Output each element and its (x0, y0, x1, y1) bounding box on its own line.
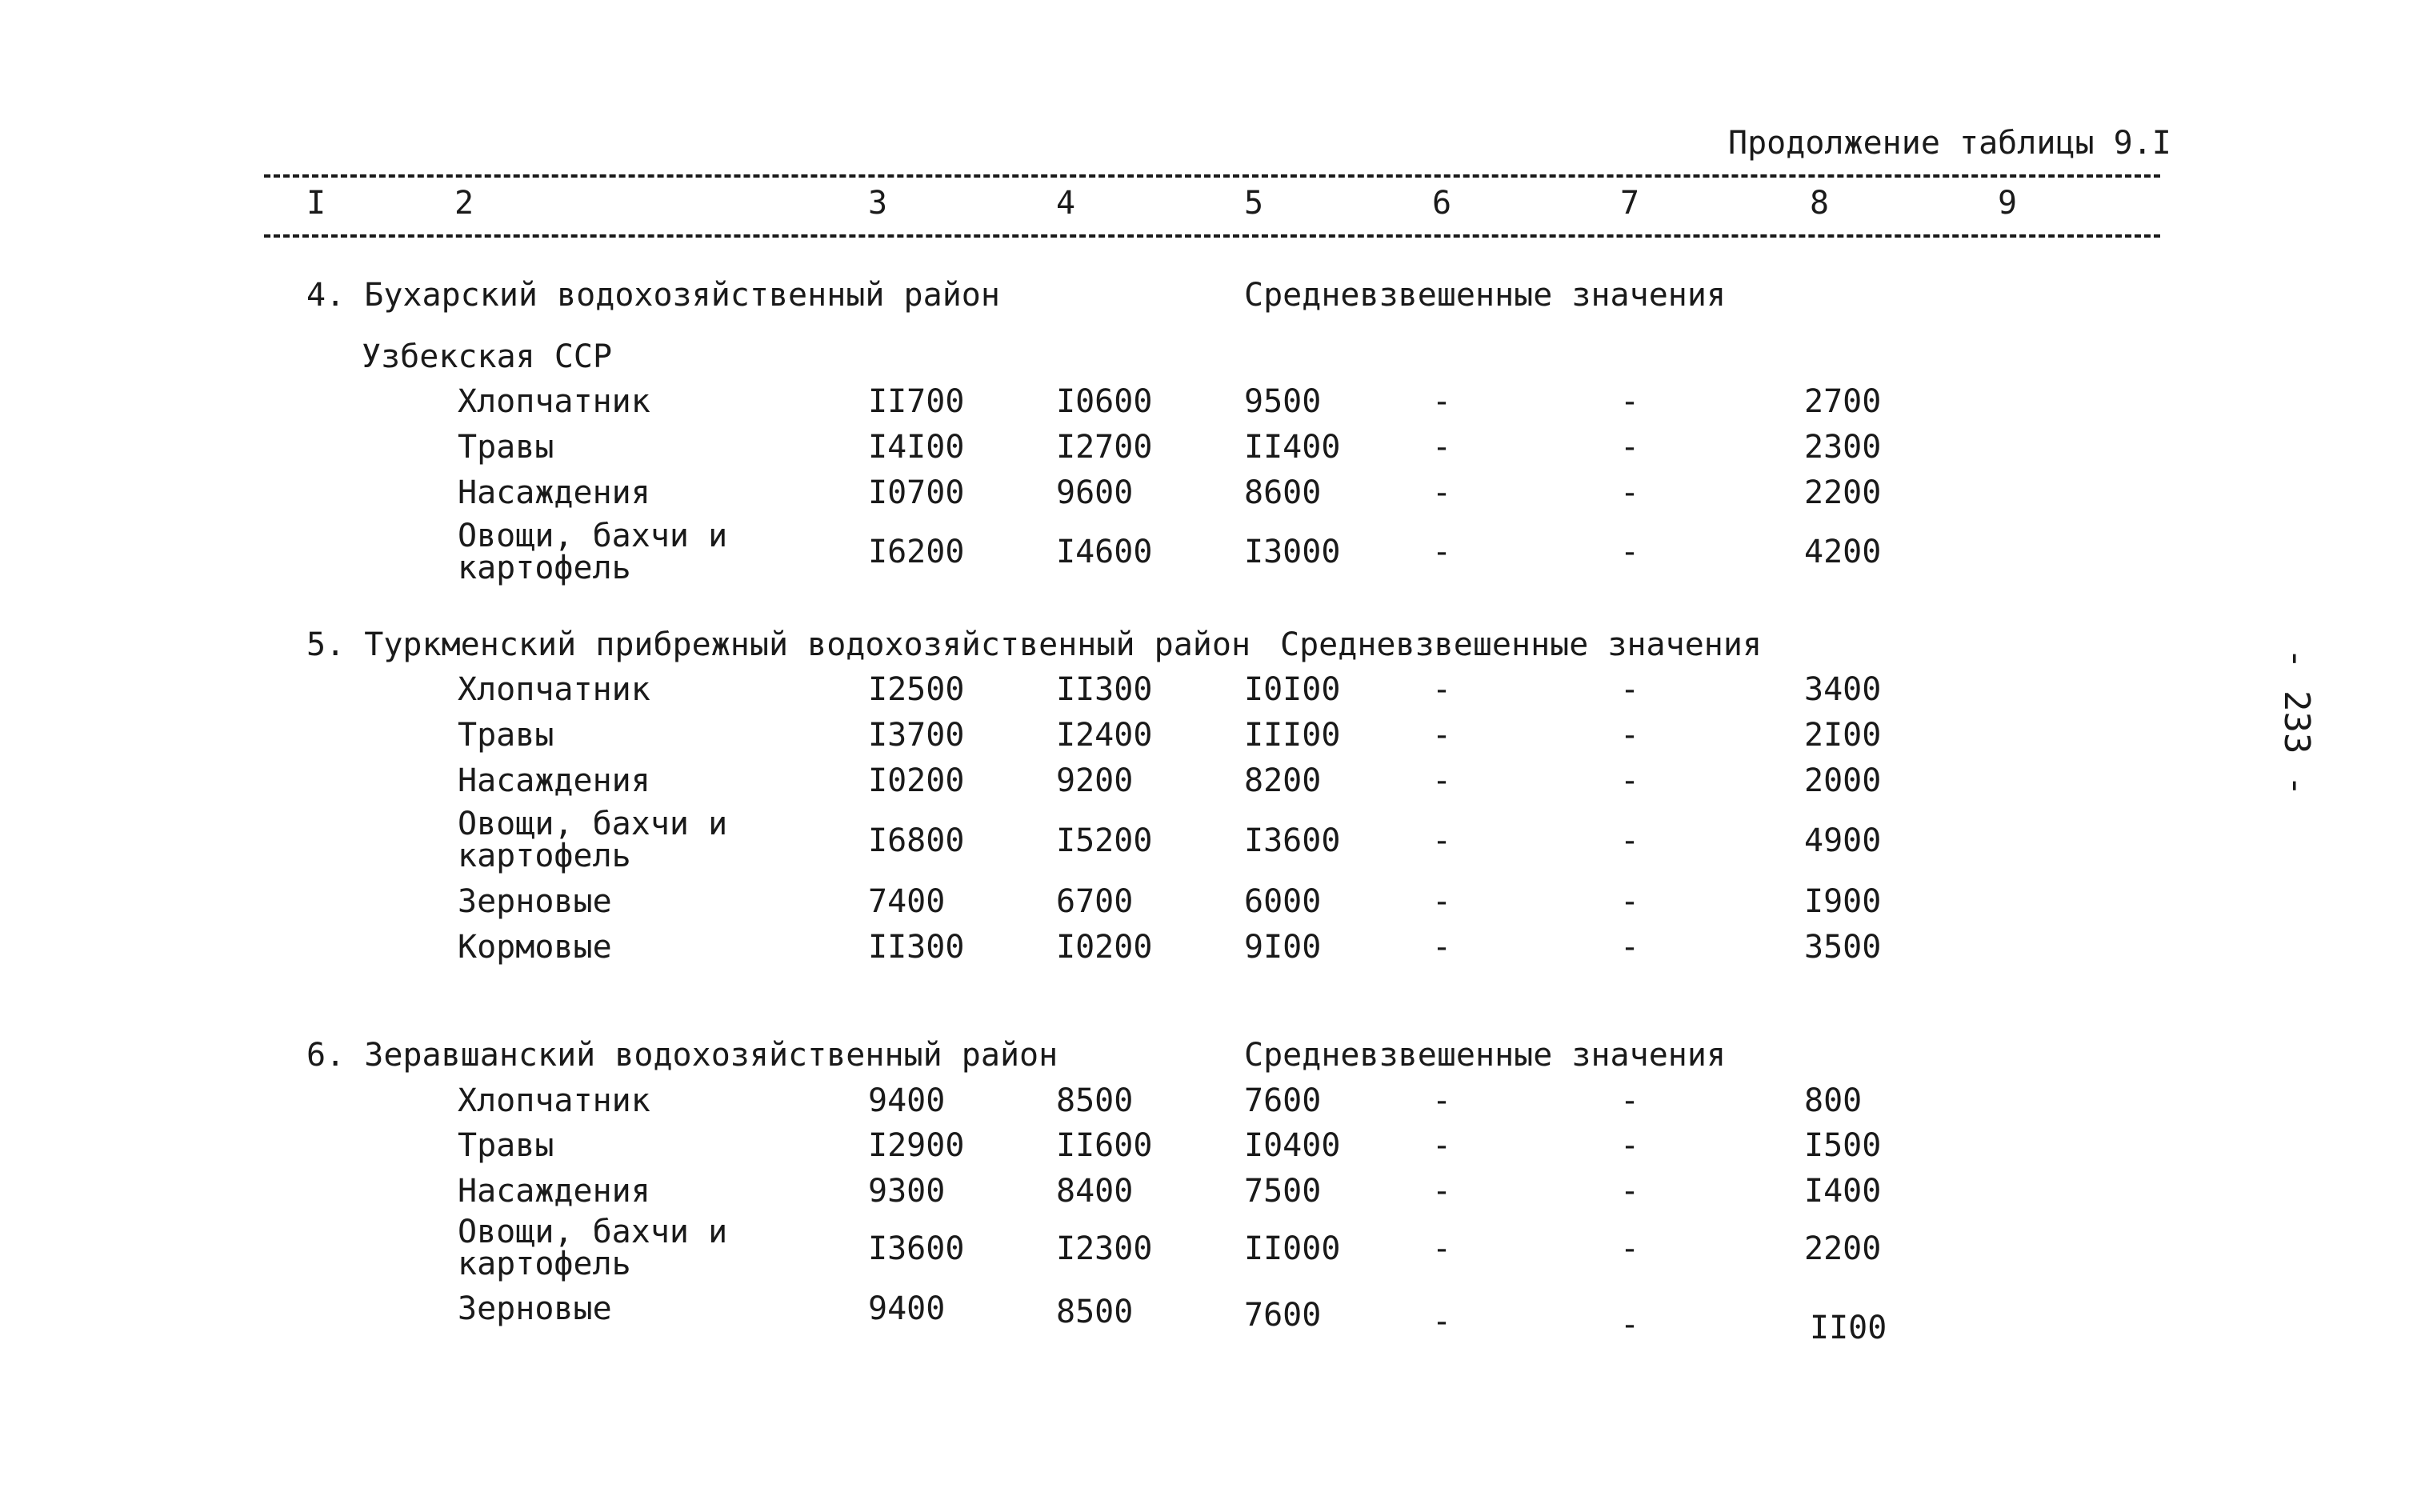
value-col-8: 2700 (1804, 383, 1882, 420)
value-col-8: 2I00 (1804, 717, 1882, 754)
crop-name: Хлопчатник (458, 383, 650, 420)
value-col-6: - (1432, 383, 1452, 420)
crop-name: Овощи, бахчи и картофель (458, 1214, 728, 1282)
value-col-5: 6000 (1244, 883, 1322, 920)
value-col-4: II300 (1056, 671, 1153, 708)
value-col-7: - (1620, 1082, 1640, 1119)
value-col-3: I4I00 (868, 429, 965, 466)
crop-name: Травы (458, 1127, 554, 1164)
value-col-4: II600 (1056, 1127, 1153, 1164)
column-header: 8 (1810, 185, 1830, 222)
value-col-7: - (1620, 429, 1640, 466)
crop-name: Зерновые (458, 883, 612, 920)
value-col-5: I0400 (1244, 1127, 1341, 1164)
value-col-3: I6200 (868, 534, 965, 570)
value-col-7: - (1620, 822, 1640, 859)
value-col-5: III00 (1244, 717, 1341, 754)
value-col-3: I3700 (868, 717, 965, 754)
value-col-3: I0200 (868, 762, 965, 799)
value-col-7: - (1620, 383, 1640, 420)
value-col-8: I400 (1804, 1173, 1882, 1210)
value-col-4: I2400 (1056, 717, 1153, 754)
value-col-8: 4900 (1804, 822, 1882, 859)
value-col-4: 8500 (1056, 1294, 1134, 1330)
value-col-3: I3600 (868, 1230, 965, 1267)
section-note: Средневзвешенные значения (1244, 277, 1727, 314)
value-col-4: I0600 (1056, 383, 1153, 420)
value-col-3: II700 (868, 383, 965, 420)
crop-name: Хлопчатник (458, 1082, 650, 1119)
value-col-4: I2700 (1056, 429, 1153, 466)
value-col-7: - (1620, 671, 1640, 708)
value-col-5: 9I00 (1244, 929, 1322, 966)
value-col-5: II000 (1244, 1230, 1341, 1267)
value-col-3: I0700 (868, 474, 965, 511)
section-heading: 6. Зеравшанский водохозяйственный район (306, 1037, 1058, 1074)
value-col-5: 7600 (1244, 1297, 1322, 1334)
value-col-4: I2300 (1056, 1230, 1153, 1267)
value-col-8: 4200 (1804, 534, 1882, 570)
value-col-7: - (1620, 1127, 1640, 1164)
value-col-4: 9600 (1056, 474, 1134, 511)
value-col-4: I5200 (1056, 822, 1153, 859)
value-col-7: - (1620, 929, 1640, 966)
crop-name: Овощи, бахчи и картофель (458, 518, 728, 586)
value-col-6: - (1432, 822, 1452, 859)
value-col-6: - (1432, 762, 1452, 799)
column-header: 4 (1056, 185, 1076, 222)
value-col-8: 800 (1804, 1082, 1863, 1119)
column-header: 3 (868, 185, 888, 222)
value-col-5: I3600 (1244, 822, 1341, 859)
value-col-3: I2900 (868, 1127, 965, 1164)
column-header: 7 (1620, 185, 1640, 222)
crop-name: Зерновые (458, 1290, 612, 1327)
section-heading: 4. Бухарский водохозяйственный район (306, 277, 1000, 314)
value-col-7: - (1620, 762, 1640, 799)
crop-name: Травы (458, 717, 554, 754)
value-col-8: 3500 (1804, 929, 1882, 966)
header-rule-top (264, 174, 2160, 178)
header-rule-bottom (264, 234, 2160, 238)
value-col-8: 2300 (1804, 429, 1882, 466)
value-col-5: 9500 (1244, 383, 1322, 420)
value-col-8: I900 (1804, 883, 1882, 920)
value-col-3: I6800 (868, 822, 965, 859)
value-col-7: - (1620, 1230, 1640, 1267)
value-col-6: - (1432, 1303, 1452, 1340)
section-note: Средневзвешенные значения (1244, 1037, 1727, 1074)
section-heading: 5. Туркменский прибрежный водохозяйственный район (306, 626, 1251, 663)
value-col-8: 2200 (1804, 474, 1882, 511)
value-col-5: I3000 (1244, 534, 1341, 570)
value-col-4: I0200 (1056, 929, 1153, 966)
value-col-7: - (1620, 1306, 1640, 1343)
value-col-7: - (1620, 1173, 1640, 1210)
crop-name: Хлопчатник (458, 671, 650, 708)
value-col-4: 8400 (1056, 1173, 1134, 1210)
value-col-5: 8200 (1244, 762, 1322, 799)
value-col-4: 8500 (1056, 1082, 1134, 1119)
value-col-6: - (1432, 1230, 1452, 1267)
value-col-3: 9400 (868, 1082, 946, 1119)
value-col-6: - (1432, 429, 1452, 466)
page-title: Продолжение таблицы 9.I (1728, 125, 2171, 162)
value-col-8: 3400 (1804, 671, 1882, 708)
value-col-7: - (1620, 883, 1640, 920)
value-col-5: II400 (1244, 429, 1341, 466)
column-header: 2 (454, 185, 474, 222)
value-col-3: I2500 (868, 671, 965, 708)
value-col-4: 6700 (1056, 883, 1134, 920)
crop-name: Насаждения (458, 474, 650, 511)
value-col-7: - (1620, 534, 1640, 570)
value-col-8: I500 (1804, 1127, 1882, 1164)
value-col-7: - (1620, 474, 1640, 511)
value-col-6: - (1432, 883, 1452, 920)
section-subheading: Узбекская ССР (362, 338, 613, 375)
value-col-5: 8600 (1244, 474, 1322, 511)
value-col-4: 9200 (1056, 762, 1134, 799)
crop-name: Насаждения (458, 762, 650, 799)
value-col-5: I0I00 (1244, 671, 1341, 708)
column-header: 5 (1244, 185, 1264, 222)
crop-name: Кормовые (458, 929, 612, 966)
value-col-3: 7400 (868, 883, 946, 920)
column-header: 9 (1998, 185, 2018, 222)
value-col-8: 2200 (1804, 1230, 1882, 1267)
value-col-6: - (1432, 534, 1452, 570)
value-col-6: - (1432, 671, 1452, 708)
section-note: Средневзвешенные значения (1280, 626, 1763, 663)
page-number: - 233 - (2276, 648, 2317, 797)
value-col-3: II300 (868, 929, 965, 966)
value-col-6: - (1432, 1173, 1452, 1210)
column-header: I (306, 185, 326, 222)
value-col-3: 9400 (868, 1290, 946, 1327)
value-col-5: 7500 (1244, 1173, 1322, 1210)
crop-name: Насаждения (458, 1173, 650, 1210)
value-col-7: - (1620, 717, 1640, 754)
crop-name: Травы (458, 429, 554, 466)
value-col-6: - (1432, 929, 1452, 966)
value-col-3: 9300 (868, 1173, 946, 1210)
value-col-6: - (1432, 474, 1452, 511)
value-col-5: 7600 (1244, 1082, 1322, 1119)
column-header: 6 (1432, 185, 1452, 222)
value-col-8: 2000 (1804, 762, 1882, 799)
value-col-8: II00 (1810, 1310, 1887, 1346)
value-col-6: - (1432, 717, 1452, 754)
value-col-4: I4600 (1056, 534, 1153, 570)
crop-name: Овощи, бахчи и картофель (458, 806, 728, 874)
value-col-6: - (1432, 1082, 1452, 1119)
value-col-6: - (1432, 1127, 1452, 1164)
